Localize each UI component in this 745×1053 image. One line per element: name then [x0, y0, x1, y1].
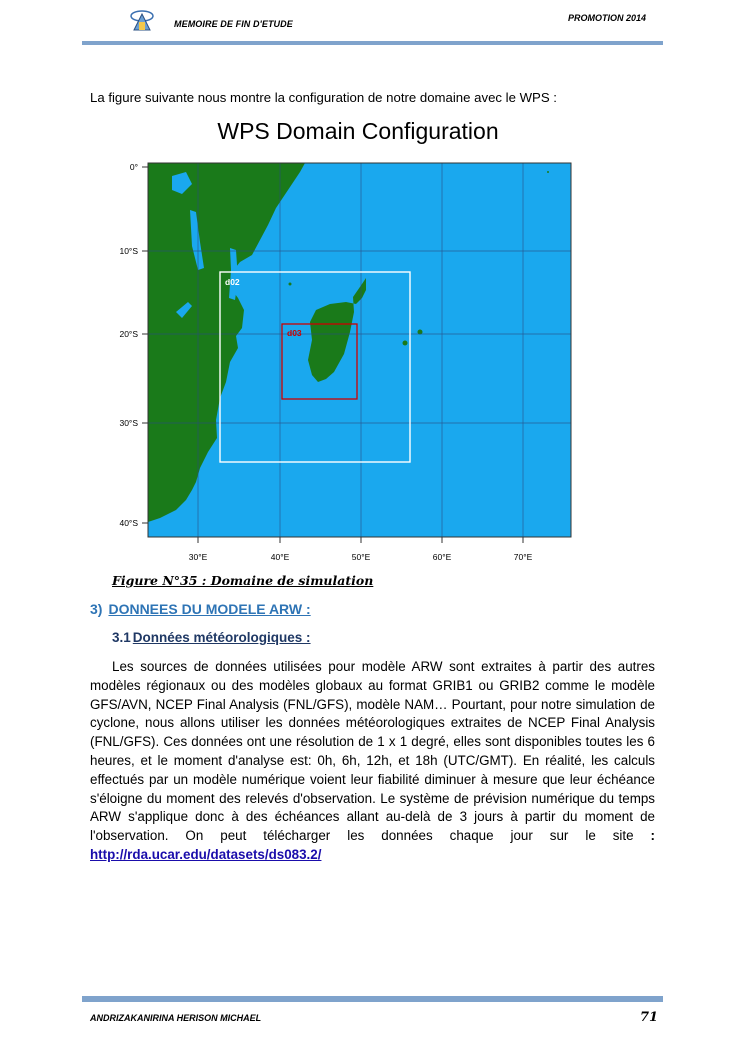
domain-d03-label: d03	[287, 328, 302, 338]
school-emblem-icon	[128, 8, 156, 32]
section-3-1-heading	[112, 630, 311, 645]
lon-label-60e: 60°E	[432, 552, 452, 562]
domain-d02-label: d02	[225, 277, 240, 287]
lat-label-10s: 10°S	[119, 246, 138, 256]
section-3-1-number: 3.1	[112, 630, 131, 645]
header-rule	[82, 41, 663, 45]
reunion	[403, 341, 408, 346]
lon-label-70e: 70°E	[513, 552, 533, 562]
page-number: 71	[640, 1010, 659, 1025]
paragraph-text: Les sources de données utilisées pour modèle ARW sont extraites à partir des autres modèles régionaux ou des modèles globaux au format GRIB1 ou GRIB2 comme le modèle GFS/AVN, NCEP Final Analysis (FNL/GFS), modèle NAM… Pourtant, pour notre simulation de cyclone, nous allons utiliser les données météorologiques extraites de NCEP Final Analysis (FNL/GFS). Ces données ont une résolution de 1 x 1 degré, elles sont disponibles toutes les 6 heures, et le moment d'analyse est: 0h, 6h, 12h, et 18h (UTC/GMT). En réalité, les calculs effectués par un modèle numérique voient leur fiabilité diminuer à mesure que leur échéance s'éloigne du moment des relevés d'observation. Le système de prévision numérique du temps ARW s'applique donc à des échéances allant au-delà de 3 jours à partir du moment de l'observation. On peut télécharger les données chaque jour sur le site	[90, 659, 655, 844]
link-prefix: :	[633, 828, 655, 844]
seychelles	[547, 171, 549, 173]
dataset-link[interactable]: http://rda.ucar.edu/datasets/ds083.2/	[90, 846, 322, 862]
header-promotion: PROMOTION 2014	[568, 13, 647, 23]
comoros	[289, 283, 292, 286]
wps-domain-map	[100, 150, 580, 575]
section-3-title: DONNEES DU MODELE ARW :	[108, 601, 311, 617]
header-title: MEMOIRE DE FIN D'ETUDE	[174, 19, 293, 29]
lat-label-0: 0°	[129, 162, 138, 172]
section-3-1-title: Données météorologiques :	[132, 630, 311, 645]
footer-rule	[82, 996, 663, 1002]
figure-title: WPS Domain Configuration	[217, 118, 499, 144]
section-3-heading	[90, 601, 311, 617]
lat-label-20s: 20°S	[119, 329, 138, 339]
section-3-number: 3)	[90, 601, 103, 617]
footer-author: ANDRIZAKANIRINA HERISON MICHAEL	[90, 1013, 262, 1023]
intro-sentence: La figure suivante nous montre la configuration de notre domaine avec le WPS :	[90, 90, 557, 105]
lon-label-30e: 30°E	[188, 552, 208, 562]
lat-label-30s: 30°S	[119, 418, 138, 428]
lon-label-50e: 50°E	[351, 552, 371, 562]
lat-label-40s: 40°S	[119, 518, 138, 528]
lon-label-40e: 40°E	[270, 552, 290, 562]
body-paragraph	[90, 658, 655, 865]
figure-caption: Figure N°35 : Domaine de simulation	[112, 573, 374, 588]
